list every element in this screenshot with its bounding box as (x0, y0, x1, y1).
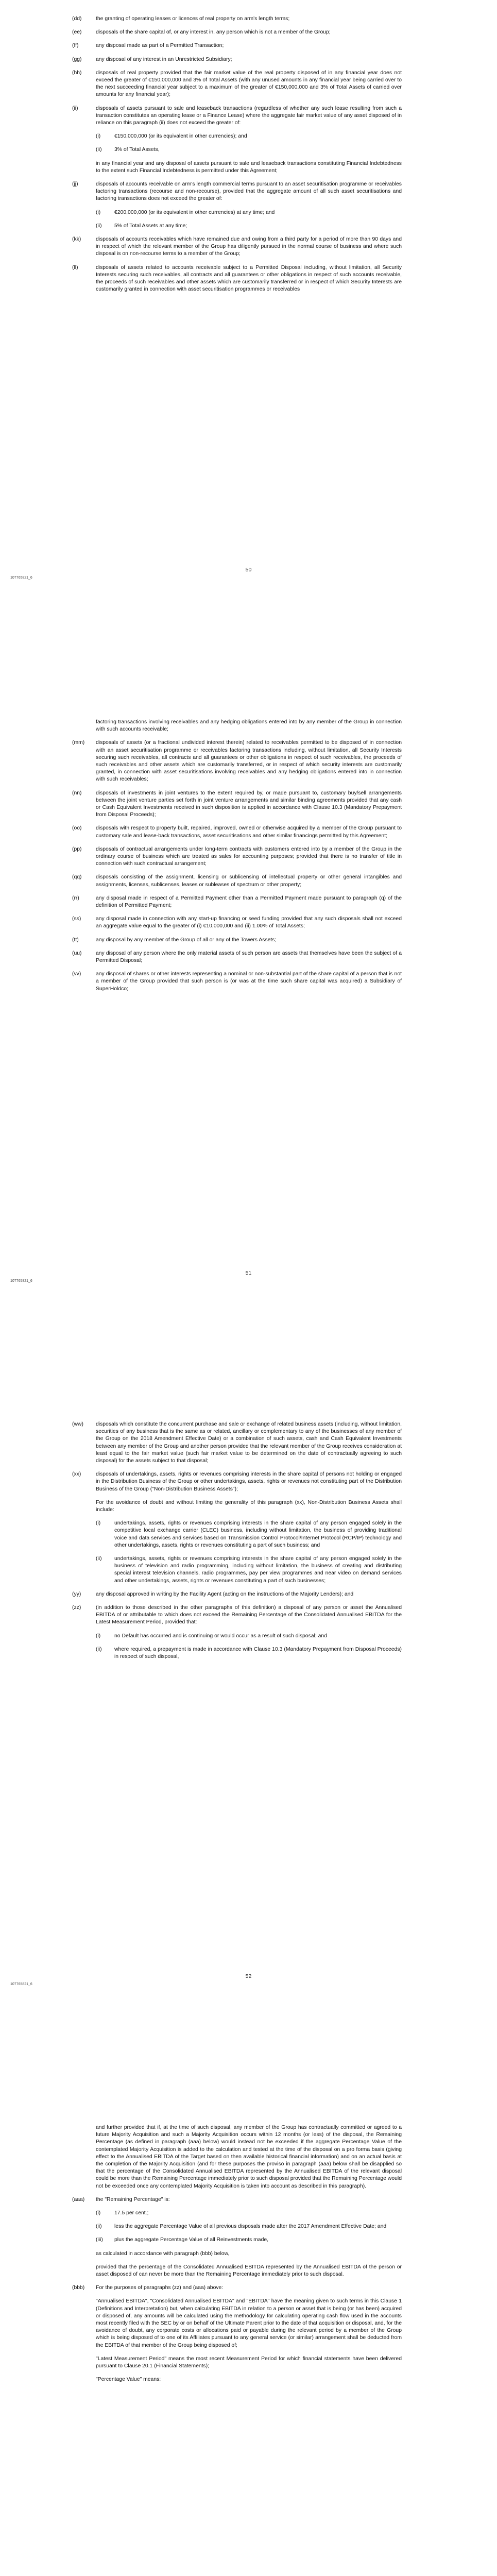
sub-clause (96, 1555, 402, 1585)
sub-clause-label: (i) (96, 209, 101, 215)
paragraph: and further provided that if, at the time of such disposal, any member of the Group has contractually committed or agreed to a future Majority Acquisition and such a Majority Acquisition occurs within 12 months (or less) of the disposal, the Remaining Percentage (as defined in paragraph (aaa) below) would instead not be exceeded if the aggregate Percentage Value of the contemplated Majority Acquisition is added to the calculation and tested at the time of the disposal on a pro forma basis (giving effect to the Annualised EBITDA of the Target based on then available historical financial information) and on an actual basis at the completion of the Majority Acquisition (and for these purposes the proviso in paragraph (aaa) below shall be disapplied so that the percentage of the Consolidated Annualised EBITDA represented by the Annualised EBITDA of the relevant disposal could be more than the Remaining Percentage immediately prior to such disposal provided that the Remaining Percentage would not be exceeded once any contemplated Majority Acquisition is taken into account as described in this paragraph). (96, 2125, 402, 2189)
sub-clause-label: (ii) (96, 1646, 102, 1652)
clause (72, 236, 402, 258)
sub-clause-text: less the aggregate Percentage Value of all previous disposals made after the 2017 Amendment Effective Date; and (114, 2224, 387, 2230)
clause-label: (qq) (72, 874, 82, 880)
clause-text: disposals of investments in joint ventures to the extent required by, or made pursuant to, customary buy/sell arrangements between the joint venture parties set forth in joint venture arrangements and similar binding agreements provided that any cash or Cash Equivalent Investments received in such disposition is applied in accordance with Clause 10.3 (Mandatory Prepayment from Disposal Proceeds); (96, 790, 402, 818)
clause (72, 2284, 402, 2292)
clause-label: (bbb) (72, 2285, 85, 2291)
document-reference: 107765821_6 (10, 1279, 32, 1283)
sub-clause (96, 2223, 402, 2230)
clause-label: (uu) (72, 950, 82, 956)
clause (72, 15, 402, 23)
sub-clause-label: (ii) (96, 1556, 102, 1562)
clause (72, 937, 402, 944)
sub-clause (96, 2236, 402, 2244)
sub-clause-label: (ii) (96, 147, 102, 153)
clause-label: (xx) (72, 1471, 81, 1478)
clause-text: any disposal by any member of the Group of all or any of the Towers Assets; (96, 937, 277, 943)
clause-label: (ee) (72, 29, 82, 36)
clause-text: any disposal of any interest in an Unrestricted Subsidiary; (96, 56, 232, 62)
page-content (72, 15, 402, 299)
clause-label: (vv) (72, 971, 81, 977)
clause (72, 971, 402, 993)
clause (72, 874, 402, 888)
clause-label: (pp) (72, 846, 82, 852)
paragraph: "Percentage Value" means: (96, 2377, 161, 2383)
document-reference: 107765821_6 (10, 576, 32, 580)
sub-clause-text: plus the aggregate Percentage Value of all Reinvestments made, (114, 2237, 269, 2243)
sub-clause-label: (iii) (96, 2237, 103, 2243)
page-content (72, 1421, 402, 1667)
clause-text: disposals of real property provided that the fair market value of the real property disposed of in any financial year does not exceed the greater of €150,000,000 and 3% of Total Assets (with any unused amounts in any financial year being carried over to the next succeeding financial year subject to a maximum of the greater of €150,000,000 and 3% of Total Assets of carried over amounts for any financial year); (96, 70, 402, 98)
clause-text: disposals of undertakings, assets, rights or revenues comprising interests in the share capital of persons not holding or engaged in the Distribution Business of the Group or other undertakings, assets, rights or revenues not constituting part of the Distribution Business of the Group ("Non-Distribution Business Assets"); (96, 1471, 402, 1492)
clause (72, 739, 402, 783)
clause-label: (hh) (72, 70, 82, 76)
paragraph: provided that the percentage of the Consolidated Annualised EBITDA represented by the Annualised EBITDA of the person or asset disposed of can never be more than the Remaining Percentage immediately prior to such disposal. (96, 2264, 402, 2278)
clause-text: disposals of accounts receivable on arm's length commercial terms pursuant to an asset securitisation programme or receivables factoring transactions (recourse and non-recourse), provided that the aggregate amount of all such asset securitisations and factoring transactions does not exceed the greater of: (96, 181, 402, 202)
sub-clause-text: 3% of Total Assets, (114, 147, 160, 153)
clause (72, 1471, 402, 1493)
clause (72, 790, 402, 819)
clause-text: disposals which constitute the concurrent purchase and sale or exchange of related business assets (including, without limitation, securities of any business that is the same as or related, ancillary or complementary to any of the businesses of any member of the Group on the 2018 Amendment Effective Date) or a combination of such assets, cash and Cash Equivalent Investments between any member of the Group and another person provided that the relevant member of the Group receives consideration at least equal to the fair market value (such fair market value to be determined on the date of contractually agreeing to such disposal) for the assets subject to that disposal; (96, 1421, 402, 1464)
clause-label: (zz) (72, 1605, 81, 1611)
clause-label: (kk) (72, 236, 81, 243)
sub-clause-label: (i) (96, 1520, 101, 1527)
paragraph: factoring transactions involving receivables and any hedging obligations entered into by any member of the Group in connection with such accounts receivable; (96, 719, 402, 733)
sub-clause-label: (i) (96, 2210, 101, 2216)
clause-label: (ii) (72, 105, 78, 111)
clause-text: (in addition to those described in the other paragraphs of this definition) a disposal of any person or asset the Annualised EBITDA of or attributable to which does not exceed the Remaining Percentage of the Consolidated Annualised EBITDA for the Latest Measurement Period, provided that: (96, 1605, 402, 1625)
document-page (0, 0, 497, 703)
clause-text: any disposal made in connection with any start-up financing or seed funding provided that any such disposals shall not exceed an aggregate value equal to the greater of (i) €10,000,000 and (ii) 1.00% of Total Assets; (96, 916, 402, 929)
sub-clause (96, 133, 402, 140)
sub-clause-text: 17.5 per cent.; (114, 2210, 149, 2216)
paragraph: "Latest Measurement Period" means the most recent Measurement Period for which financial statements have been delivered pursuant to Clause 20.1 (Financial Statements); (96, 2355, 402, 2369)
sub-clause-text: €200,000,000 (or its equivalent in other currencies) at any time; and (114, 209, 275, 215)
page-number: 52 (245, 1973, 252, 1979)
clause-label: (ff) (72, 43, 79, 49)
clause-label: (jj) (72, 181, 78, 188)
clause (72, 181, 402, 203)
clause-text: disposals of assets pursuant to sale and leaseback transactions (regardless of whether any such lease resulting from such a transaction constitutes an operating lease or a Finance Lease) where the aggregate fair market value of any asset disposed of in reliance on this paragraph (ii) does not exceed the greater of: (96, 105, 402, 126)
clause-text: any disposal of shares or other interests representing a nominal or non-substantial part of the share capital of a person that is not a member of the Group provided that such person is (or was at the time such share capital was acquired) a Subsidiary of SuperHoldco; (96, 971, 402, 992)
clause-text: disposals with respect to property built, repaired, improved, owned or otherwise acquired by a member of the Group pursuant to customary sale and lease-back transactions, asset securitisations and other similar financings permitted by this Agreement; (96, 825, 402, 839)
sub-clause (96, 223, 402, 230)
clause (72, 916, 402, 930)
clause-label: (ll) (72, 264, 78, 270)
clause-text: disposals of the share capital of, or any interest in, any person which is not a member of the Group; (96, 29, 331, 36)
clause-label: (ww) (72, 1421, 83, 1427)
clause-label: (oo) (72, 825, 82, 832)
clause-text: any disposal made as part of a Permitted Transaction; (96, 43, 224, 49)
sub-clause-text: 5% of Total Assets at any time; (114, 223, 187, 229)
clause (72, 264, 402, 294)
clause-text: disposals of contractual arrangements under long-term contracts with customers entered into by a member of the Group in the ordinary course of business which are treated as sales for accounting purposes; provided that there is no transfer of title in connection with such contractual arrangement; (96, 846, 402, 867)
clause-text: For the purposes of paragraphs (zz) and (aaa) above: (96, 2285, 224, 2291)
clause-label: (aaa) (72, 2196, 85, 2202)
clause-text: disposals of assets (or a fractional undivided interest therein) related to receivables permitted to be disposed of in connection with an asset securitisation programme or receivables factoring transactions including, without limitation, all Security Interests securing such receivables, all contracts and all guarantees or other obligations in respect of such receivables, the proceeds of such receivables and other assets which are customarily transferred, or in respect of which security interests are customarily granted, in connection with asset securitisations involving receivables and any hedging obligations entered into in connection with such receivables; (96, 740, 402, 783)
clause (72, 846, 402, 868)
page-number: 50 (245, 567, 252, 573)
clause-text: disposals of accounts receivables which have remained due and owing from a third party for a period of more than 90 days and in respect of which the relevant member of the Group has diligently pursued in the normal course of business and where such disposal is on non-recourse terms to a member of the Group; (96, 236, 402, 257)
clause (72, 895, 402, 909)
sub-clause-label: (i) (96, 1633, 101, 1639)
clause (72, 1591, 402, 1598)
clause (72, 56, 402, 63)
sub-clause-text: undertakings, assets, rights or revenues comprising interests in the share capital of any person engaged solely in the business of television and radio programming, including without limitation, the business of creating and distributing special interest television channels, radio programmes, pay per view programmes and near video on demand services and other undertakings, assets, rights or revenues constituting a part of such businesses; (114, 1556, 402, 1584)
sub-clause (96, 1646, 402, 1660)
clause-label: (yy) (72, 1591, 81, 1597)
clause (72, 42, 402, 49)
page-number: 51 (245, 1270, 252, 1276)
sub-clause (96, 146, 402, 154)
sub-clause (96, 1520, 402, 1549)
sub-clause-text: €150,000,000 (or its equivalent in other currencies); and (114, 133, 247, 140)
document-reference: 107765821_6 (10, 1982, 32, 1986)
page-content (72, 2124, 402, 2389)
sub-clause (96, 209, 402, 216)
clause (72, 1421, 402, 1465)
sub-clause (96, 1633, 402, 1640)
clause (72, 29, 402, 36)
clause (72, 1604, 402, 1626)
clause-text: disposals of assets related to accounts receivable subject to a Permitted Disposal including, without limitation, all Security Interests securing such receivables, all contracts and all guarantees or other obligations in respect of such accounts receivable, the proceeds of such receivables and other assets which are customarily transferred or in respect of which Security Interests are customarily granted in connection with asset securitisation programmes or receivables (96, 264, 402, 293)
paragraph: For the avoidance of doubt and without limiting the generality of this paragraph (xx), Non-Distribution Business Assets shall include: (96, 1499, 402, 1513)
paragraph: as calculated in accordance with paragraph (bbb) below, (96, 2250, 230, 2257)
clause-label: (dd) (72, 16, 82, 22)
sub-clause-text: no Default has occurred and is continuing or would occur as a result of such disposal; and (114, 1633, 327, 1639)
paragraph: "Annualised EBITDA", "Consolidated Annualised EBITDA" and "EBITDA" have the meaning given to such terms in this Clause 1 (Definitions and Interpretation) but, when calculating EBITDA in relation to a person or asset that is being (or has been) acquired or disposed of, any amounts will be calculated using the methodology for calculating operating cash flow used in the accounts most recently filed with the SEC by or on behalf of the Ultimate Parent prior to the date of that acquisition or disposal, and, for the avoidance of doubt, any corporate costs or allocations paid or payable during the relevant period by a member of the Group which is being disposed of to one of its Affiliates pursuant to any general service (or similar) arrangement shall be deducted from the EBITDA of that member of the Group being disposed of; (96, 2298, 402, 2348)
clause-label: (tt) (72, 937, 79, 943)
sub-clause-label: (i) (96, 133, 101, 140)
document-page (0, 1406, 497, 2110)
document-page (0, 703, 497, 1406)
clause (72, 105, 402, 127)
clause-label: (rr) (72, 895, 79, 901)
clause-label: (nn) (72, 790, 82, 796)
sub-clause (96, 2210, 402, 2217)
clause-text: any disposal made in respect of a Permitted Payment other than a Permitted Payment made pursuant to paragraph (q) of the definition of Permitted Payment; (96, 895, 402, 909)
clause (72, 825, 402, 839)
clause-text: disposals consisting of the assignment, licensing or sublicensing of intellectual property or other general intangibles and assignments, licenses, sublicenses, leases or subleases of spectrum or other property; (96, 874, 402, 888)
clause-text: the "Remaining Percentage" is: (96, 2196, 170, 2202)
clause-label: (ss) (72, 916, 81, 922)
clause (72, 950, 402, 964)
sub-clause-label: (ii) (96, 2224, 102, 2230)
clause-label: (gg) (72, 56, 82, 62)
sub-clause-label: (ii) (96, 223, 102, 229)
clause-text: any disposal approved in writing by the Facility Agent (acting on the instructions of the Majority Lenders); and (96, 1591, 354, 1597)
sub-clause-text: where required, a prepayment is made in accordance with Clause 10.3 (Mandatory Prepayment from Disposal Proceeds) in respect of such disposal, (114, 1646, 402, 1660)
sub-clause-text: undertakings, assets, rights or revenues comprising interests in the share capital of any person engaged solely in the competitive local exchange carrier (CLEC) business, including without limitation, the business of providing traditional voice and data services and services based on Transmission Control Protocol/Internet Protocol (RCP/IP) technology and other undertakings, assets, rights or revenues constituting a part of such business; and (114, 1520, 402, 1548)
paragraph: in any financial year and any disposal of assets pursuant to sale and leaseback transactions constituting Financial Indebtedness to the extent such Financial Indebtedness is permitted under this Agreement; (96, 160, 402, 174)
clause (72, 2196, 402, 2204)
clause-text: the granting of operating leases or licences of real property on arm's length terms; (96, 16, 290, 22)
clause-text: any disposal of any person where the only material assets of such person are assets that themselves have been the subject of a Permitted Disposal; (96, 950, 402, 964)
clause (72, 70, 402, 99)
page-content (72, 719, 402, 999)
clause-label: (mm) (72, 740, 85, 746)
document-page (0, 2110, 497, 2576)
